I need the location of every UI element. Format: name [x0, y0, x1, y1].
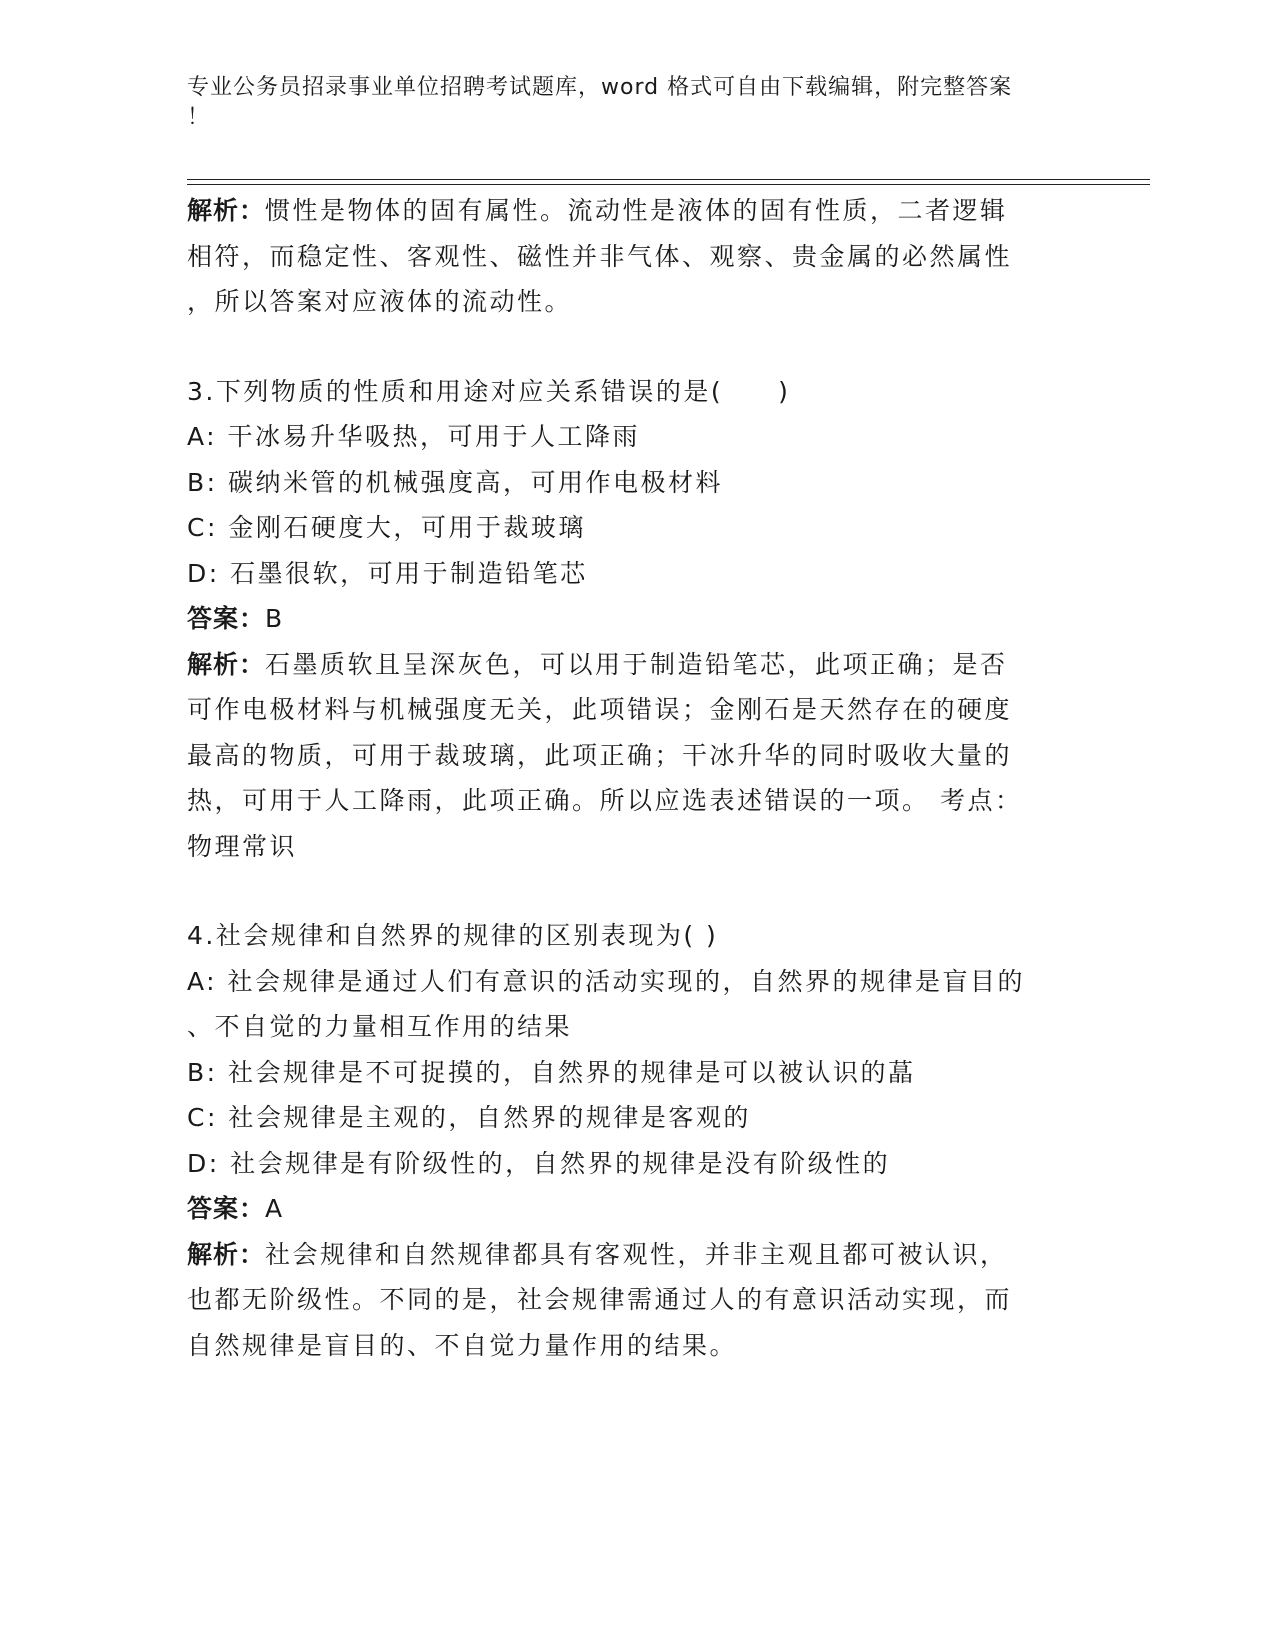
question-stem: 3.下列物质的性质和用途对应关系错误的是( ) — [187, 376, 791, 406]
analysis-block-prev — [187, 188, 1087, 325]
option-b: B: 社会规律是不可捉摸的，自然界的规律是可以被认识的蕌 — [187, 1057, 916, 1087]
header-rule-bottom — [187, 184, 1150, 185]
analysis-text: 自然规律是盲目的、不自觉力量作用的结果。 — [187, 1330, 738, 1360]
question-3 — [187, 369, 1087, 870]
analysis-text: 石墨质软且呈深灰色，可以用于制造铅笔芯，此项正确；是否 — [265, 649, 1008, 679]
analysis-text: 可作电极材料与机械强度无关，此项错误；金刚石是天然存在的硬度 — [187, 695, 1013, 724]
option-a: A: 社会规律是通过人们有意识的活动实现的，自然界的规律是盲目的 — [187, 966, 1026, 996]
option-c: C: 金刚石硬度大，可用于裁玻璃 — [187, 513, 586, 542]
answer-value: A — [265, 1194, 285, 1223]
option-a-continued: 、不自觉的力量相互作用的结果 — [187, 1012, 573, 1041]
answer-value: B — [265, 604, 285, 633]
answer-label: 答案： — [187, 604, 266, 633]
option-d: D: 社会规律是有阶级性的，自然界的规律是没有阶级性的 — [187, 1148, 891, 1178]
analysis-text: 惯性是物体的固有属性。流动性是液体的固有性质，二者逻辑 — [265, 196, 1008, 225]
analysis-text: ，所以答案对应液体的流动性。 — [187, 287, 573, 316]
answer-line — [187, 596, 1087, 642]
header-line-1: 专业公务员招录事业单位招聘考试题库，word 格式可自由下载编辑，附完整答案 — [187, 75, 1013, 100]
header-rule-top — [187, 179, 1150, 180]
page-header — [187, 73, 1067, 133]
analysis-label: 解析： — [187, 1239, 266, 1269]
analysis-text: 物理常识 — [187, 831, 298, 861]
analysis-text: 相符，而稳定性、客观性、磁性并非气体、观察、贵金属的必然属性 — [187, 241, 1013, 271]
document-body — [187, 188, 1087, 1368]
analysis-label: 解析： — [187, 196, 266, 225]
question-4 — [187, 913, 1087, 1368]
option-c: C: 社会规律是主观的，自然界的规律是客观的 — [187, 1103, 751, 1132]
analysis-text: 热，可用于人工降雨，此项正确。所以应选表述错误的一项。 考点： — [187, 786, 1023, 815]
analysis-text: 最高的物质，可用于裁玻璃，此项正确；干冰升华的同时吸收大量的 — [187, 740, 1013, 770]
analysis-text: 也都无阶级性。不同的是，社会规律需通过人的有意识活动实现，而 — [187, 1285, 1013, 1314]
option-b: B: 碳纳米管的机械强度高，可用作电极材料 — [187, 467, 724, 497]
answer-line — [187, 1186, 1087, 1232]
header-line-2: ！ — [187, 105, 211, 130]
answer-label: 答案： — [187, 1194, 266, 1223]
analysis-label: 解析： — [187, 649, 266, 679]
option-d: D: 石墨很软，可用于制造铅笔芯 — [187, 558, 588, 588]
question-stem: 4.社会规律和自然界的规律的区别表现为( ) — [187, 921, 719, 950]
analysis-text: 社会规律和自然规律都具有客观性，并非主观且都可被认识， — [265, 1239, 1008, 1269]
option-a: A: 干冰易升华吸热，可用于人工降雨 — [187, 422, 641, 451]
